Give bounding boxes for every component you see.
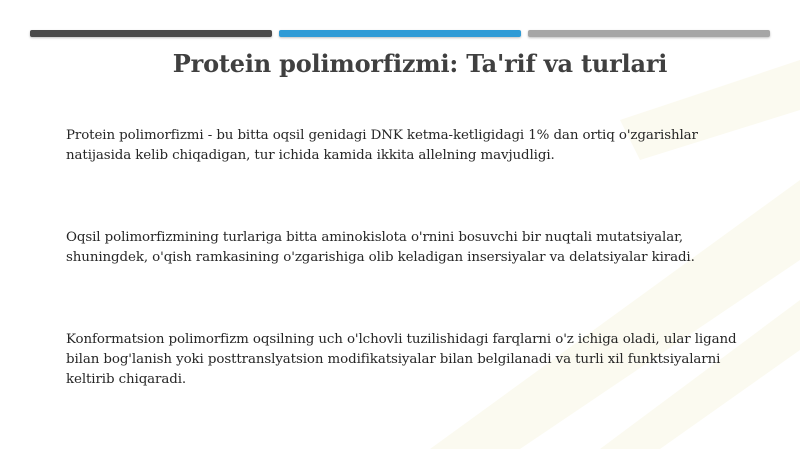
paragraph-definition: Protein polimorfizmi - bu bitta oqsil genidagi DNK ketma-ketligidagi 1% dan ortiq o'zgarishlar natijasida kelib chiqadigan, tur ichida kamida ikkita allelning mavjudligi. xyxy=(66,128,698,163)
header-bar-gray xyxy=(528,30,770,37)
header-bar-blue xyxy=(279,30,521,37)
paragraph-types: Oqsil polimorfizmining turlariga bitta aminokislota o'rnini bosuvchi bir nuqtali mutatsiyalar, shuningdek, o'qish ramkasining o'zgarishiga olib keladigan insersiyalar va delatsiyalar kiradi. xyxy=(66,230,695,265)
paragraph-conformational: Konformatsion polimorfizm oqsilning uch o'lchovli tuzilishidagi farqlarni o'z ichiga oladi, ular ligand bilan bog'lanish yoki posttranslyatsion modifikatsiyalar bilan belgilanadi va turli xil funktsiyalarni keltirib chiqaradi. xyxy=(66,332,737,387)
header-bar-dark xyxy=(30,30,272,37)
slide-title: Protein polimorfizmi: Ta'rif va turlari xyxy=(172,49,668,78)
